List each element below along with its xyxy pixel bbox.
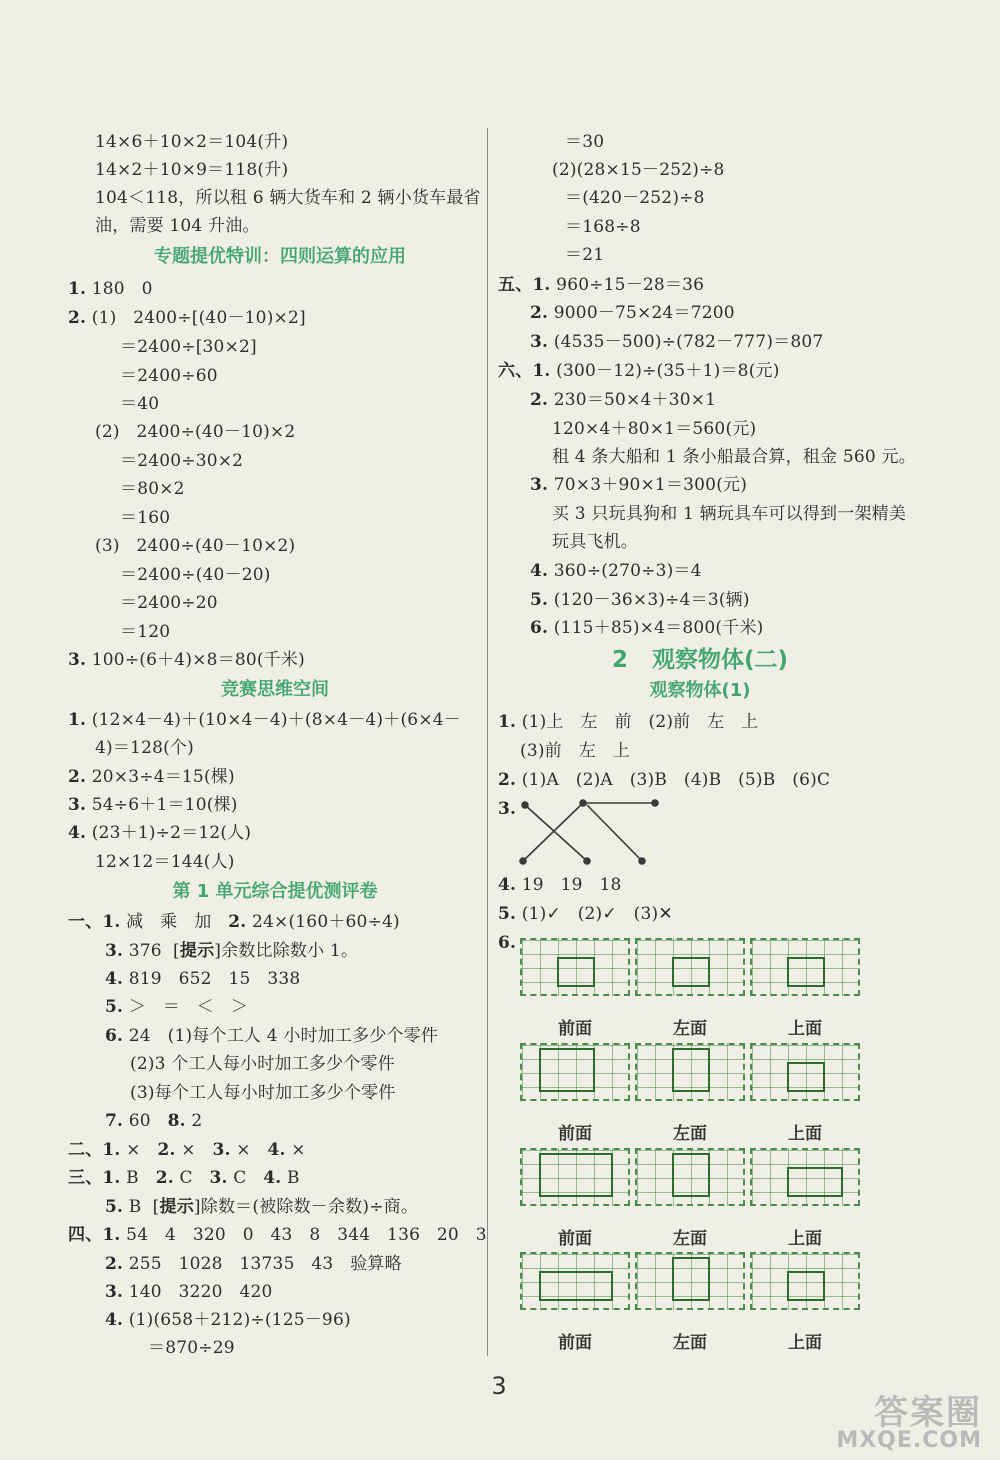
answer-line [105,1025,438,1047]
answer-line: ＝2400÷[30×2] [120,337,257,357]
answer-line [530,560,702,582]
answer-text: 70×3＋90×1＝300(元) [553,475,748,495]
answer-text: B [287,1168,300,1188]
answer-line: ＝2400÷60 [120,366,218,386]
answer-text: C [179,1168,193,1188]
question-number: 3. [498,799,517,819]
answer-text: × [126,1140,141,1160]
answer-line [530,474,747,496]
answer-line: ＝21 [565,245,605,265]
question-number: 2. [68,308,87,328]
view-label: 前面 [558,1124,592,1144]
answer-line [530,389,716,411]
answer-line [498,798,516,820]
question-number: 2. [530,390,549,410]
answer-line: ＝168÷8 [565,217,641,237]
answer-line [105,968,300,990]
view-grid [520,1043,630,1101]
question-number: 1. [68,710,87,730]
answer-line: ＝2400÷20 [120,593,218,613]
answer-line: 3. 376 [提示]余数比除数小 1。 [105,941,359,961]
answer-line: ＝80×2 [120,479,185,499]
question-number: 4. [498,875,517,895]
answer-text: 20×3÷4＝15(棵) [91,767,235,787]
question-number: 5. [530,590,549,610]
answer-text: × [291,1140,306,1160]
section-title-unit-test: 第 1 单元综合提优测评卷 [172,881,378,902]
view-shape-outline [673,1258,709,1300]
question-number: 四、1. [68,1225,121,1245]
answer-line: (3)每个工人每小时加工多少个零件 [130,1083,396,1103]
answer-line [530,331,823,353]
view-grid [520,1148,630,1206]
answer-text: 360÷(270÷3)＝4 [553,561,702,581]
question-number: 三、1. [68,1168,121,1188]
watermark [836,1393,982,1453]
answer-line [68,307,306,329]
answer-line [105,996,248,1018]
view-grid [750,1252,860,1310]
match-dot [522,802,528,808]
match-line [587,805,642,861]
answer-line: 120×4＋80×1＝560(元) [552,419,757,439]
answer-line [498,711,758,733]
answer-line: ＝40 [120,394,160,414]
question-number: 4. [68,823,87,843]
answer-line [68,1167,300,1189]
answer-text: (115＋85)×4＝800(千米) [553,618,764,638]
answer-text: 376 [128,941,174,961]
answer-line: (3)前 左 上 [520,741,630,761]
view-label: 左面 [673,1333,707,1353]
view-grid [635,1252,745,1310]
view-label: 上面 [788,1333,822,1353]
question-number: 4. [105,969,124,989]
question-number: 3. [209,1168,228,1188]
text-line: 14×6＋10×2＝104(升) [95,132,289,152]
answer-line [498,274,704,296]
hint-text: 除数＝(被除数－余数)÷商。 [200,1197,419,1217]
question-number: 六、1. [498,361,551,381]
answer-line: 玩具飞机。 [552,532,638,552]
view-grid [635,1148,745,1206]
view-label: 左面 [673,1124,707,1144]
question-number: 4. [263,1168,282,1188]
column-divider [487,128,488,1356]
answer-line [68,822,251,844]
answer-line [68,709,461,731]
answer-line: ＝2400÷(40－20) [120,565,271,585]
view-grid [635,938,745,996]
answer-text: 9000－75×24＝7200 [553,303,735,323]
text-line: 14×2＋10×9＝118(升) [95,160,289,180]
section-title-observe: 观察物体(1) [649,680,751,701]
answer-text: 54÷6＋1＝10(棵) [91,795,238,815]
question-number: 一、1. [68,912,121,932]
question-number: 3. [68,650,87,670]
answer-text: 19 19 18 [521,875,622,895]
view-grid [750,1148,860,1206]
answer-line [105,1309,351,1331]
answer-text: 960÷15－28＝36 [556,275,705,295]
answer-text: 100÷(6＋4)×8＝80(千米) [91,650,305,670]
question-number: 4. [267,1140,286,1160]
match-dot [584,858,590,864]
answer-line: ＝30 [565,132,605,152]
answer-line [68,1224,487,1246]
answer-line: 买 3 只玩具狗和 1 辆玩具车可以得到一架精美 [552,504,907,524]
question-number: 3. [105,941,124,961]
answer-line [68,278,153,300]
answer-text: (1) 2400÷[(40－10)×2] [91,308,306,328]
answer-line [105,1253,402,1275]
match-dot [639,858,645,864]
answer-text: (120－36×3)÷4＝3(辆) [553,590,750,610]
answer-text: 60 [128,1111,151,1131]
view-label: 前面 [558,1229,592,1249]
answer-text: (300－12)÷(35＋1)＝8(元) [556,361,780,381]
answer-line [498,874,621,896]
answer-text: × [236,1140,251,1160]
answer-text: ＞ ＝ ＜ ＞ [128,997,248,1017]
question-number: 二、1. [68,1140,121,1160]
watermark-url: MXQE.COM [836,1428,982,1453]
answer-line [530,589,750,611]
view-shape-outline [788,1272,824,1300]
hint-label: 提示 [159,1197,194,1217]
answer-text: B [128,1197,153,1217]
answer-text: (12×4－4)＋(10×4－4)＋(8×4－4)＋(6×4－ [91,710,461,730]
view-shape-outline [558,958,594,986]
answer-text: (1)A (2)A (3)B (4)B (5)B (6)C [521,770,831,790]
question-number: 五、1. [498,275,551,295]
answer-line [530,302,735,324]
question-number: 7. [105,1111,124,1131]
answer-text: 24×(160＋60÷4) [251,912,400,932]
match-dot [652,800,658,806]
answer-line [498,903,673,925]
answer-text: (23＋1)÷2＝12(人) [91,823,252,843]
view-label: 前面 [558,1333,592,1353]
answer-line: (2)3 个工人每小时加工多少个零件 [130,1054,395,1074]
view-label: 左面 [673,1229,707,1249]
question-number: 4. [530,561,549,581]
answer-line [105,1281,273,1303]
hint-label: 提示 [179,941,215,961]
answer-line [530,617,763,639]
view-grid [520,1252,630,1310]
view-shape-outline [788,1063,824,1091]
hint-text: 余数比除数小 1。 [221,941,359,961]
answer-text: (1)(658＋212)÷(125－96) [128,1310,351,1330]
view-label: 前面 [558,1019,592,1039]
question-number: 3. [212,1140,231,1160]
answer-line: 5. B [提示]除数＝(被除数－余数)÷商。 [105,1197,419,1217]
view-grid [750,938,860,996]
answer-line: ＝160 [120,508,171,528]
view-shape-outline [673,958,709,986]
answer-line [498,932,516,954]
question-number: 2. [68,767,87,787]
view-shape-outline [540,1272,612,1300]
view-shape-outline [673,1154,709,1196]
section-title-special-training: 专题提优特训：四则运算的应用 [154,246,406,267]
view-label: 上面 [788,1124,822,1144]
answer-line [68,1139,306,1161]
answer-text: 255 1028 13735 43 验算略 [128,1254,402,1274]
answer-line: 4)＝128(个) [95,738,194,758]
answer-line: (3) 2400÷(40－10×2) [95,536,296,556]
question-number: 6. [498,933,517,953]
answer-text: 减 乘 加 [126,912,212,932]
answer-text: (4535－500)÷(782－777)＝807 [553,332,824,352]
question-number: 2. [157,1140,176,1160]
match-dot [520,858,526,864]
question-number: 5. [105,997,124,1017]
answer-line: ＝870÷29 [148,1338,235,1358]
answer-line [105,1110,202,1132]
answer-line: 租 4 条大船和 1 条小船最合算，租金 560 元。 [552,447,916,467]
view-shape-outline [788,958,824,986]
answer-text: 819 652 15 338 [128,969,301,989]
view-label: 上面 [788,1019,822,1039]
question-number: 3. [105,1282,124,1302]
answer-line: ＝120 [120,622,171,642]
answer-line [68,649,305,671]
question-number: 2. [105,1254,124,1274]
answer-line: (2) 2400÷(40－10)×2 [95,422,296,442]
answer-line [68,766,235,788]
answer-text: C [233,1168,247,1188]
answer-line [68,794,238,816]
question-number: 3. [530,475,549,495]
matching-lines-diagram [515,795,665,870]
answer-line: ＝2400÷30×2 [120,451,244,471]
match-line [525,805,587,861]
answer-text: 180 0 [91,279,153,299]
answer-text: 140 3220 420 [128,1282,273,1302]
question-number: 1. [68,279,87,299]
question-number: 8. [167,1111,186,1131]
question-number: 3. [530,332,549,352]
question-number: 3. [68,795,87,815]
view-shape-outline [788,1168,842,1196]
answer-text: (1)✓ (2)✓ (3)✕ [521,904,673,924]
question-number: 5. [498,904,517,924]
view-shape-outline [673,1049,709,1091]
answer-text: (1)上 左 前 (2)前 左 上 [521,712,759,732]
question-number: 1. [498,712,517,732]
section-title-competition: 竞赛思维空间 [221,679,329,700]
text-line: 油，需要 104 升油。 [95,216,260,236]
question-number: 4. [105,1310,124,1330]
watermark-logo-text: 答案圈 [874,1393,982,1433]
question-number: 2. [498,770,517,790]
answer-line [498,360,780,382]
answer-line: ＝(420－252)÷8 [565,188,705,208]
answer-line [68,911,400,933]
question-number: 6. [105,1026,124,1046]
answer-text: 230＝50×4＋30×1 [553,390,717,410]
text-line: 104＜118，所以租 6 辆大货车和 2 辆小货车最省 [95,188,481,208]
question-number: 5. [105,1197,124,1217]
match-dot [580,800,586,806]
question-number: 2. [155,1168,174,1188]
view-shape-outline [540,1049,594,1091]
answer-line: 12×12＝144(人) [95,852,235,872]
chapter-title: 2 观察物体(二) [611,647,789,673]
view-label: 上面 [788,1229,822,1249]
answer-text: × [181,1140,196,1160]
view-grid [520,938,630,996]
view-grid [750,1043,860,1101]
answer-line [498,769,830,791]
answer-text: 54 4 320 0 43 8 344 136 20 3 [126,1225,487,1245]
answer-text: 24 (1)每个工人 4 小时加工多少个零件 [128,1026,439,1046]
answer-text: B [126,1168,139,1188]
view-shape-outline [540,1154,612,1196]
answer-text: 2 [191,1111,203,1131]
view-grid [635,1043,745,1101]
answer-line: (2)(28×15－252)÷8 [552,160,725,180]
question-number: 2. [530,303,549,323]
view-label: 左面 [673,1019,707,1039]
question-number: 6. [530,618,549,638]
page-number: 3 [491,1372,507,1400]
question-number: 2. [228,912,247,932]
